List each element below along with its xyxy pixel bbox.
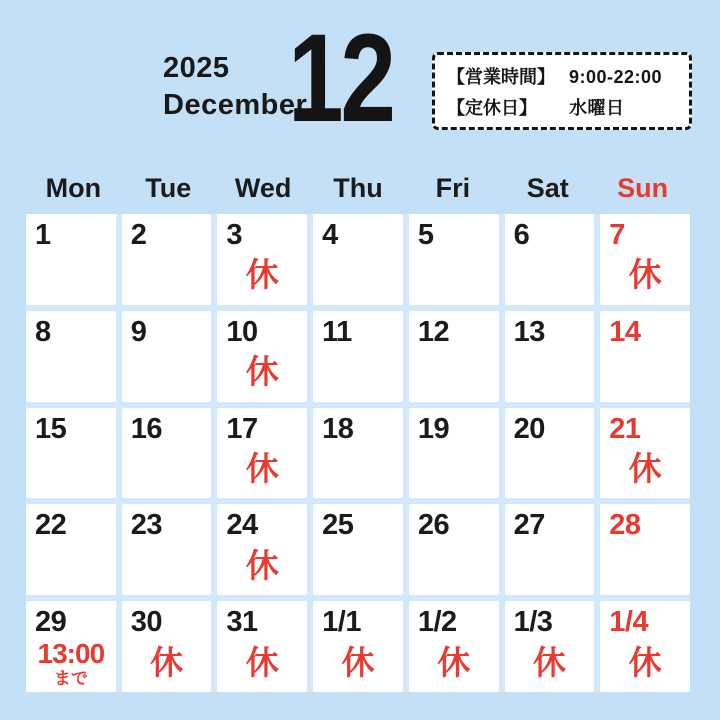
date-number: 20 — [513, 412, 545, 445]
calendar-cell-31 — [217, 601, 307, 692]
date-number: 3 — [226, 219, 243, 251]
calendar-cell-1 — [26, 214, 116, 305]
calendar-cell-11 — [313, 311, 403, 402]
short-hours-time: 13:00 — [37, 637, 105, 669]
calendar-cell-21 — [600, 408, 690, 499]
closed-mark: 休 — [437, 643, 471, 681]
month-number: 12 — [288, 9, 393, 148]
calendar-cell-2 — [122, 214, 212, 305]
calendar-cell-30 — [122, 601, 212, 692]
calendar-cell-23 — [122, 504, 212, 595]
calendar-grid — [26, 214, 690, 692]
calendar-cell-8 — [26, 311, 116, 402]
date-number: 8 — [35, 315, 51, 348]
date-number: 1/1 — [322, 606, 361, 639]
business-hours-value: 9:00-22:00 — [569, 66, 663, 87]
date-number: 22 — [35, 509, 67, 542]
date-number: 14 — [609, 315, 641, 348]
calendar-cell-15 — [26, 408, 116, 499]
date-number: 26 — [417, 509, 450, 542]
closed-mark: 休 — [245, 643, 279, 681]
weekday-mon: Mon — [45, 173, 102, 203]
closed-mark: 休 — [245, 256, 279, 294]
calendar-cell-10 — [217, 311, 307, 402]
calendar-cell-12 — [409, 311, 499, 402]
date-number: 16 — [130, 412, 162, 445]
calendar-cell-20 — [505, 408, 595, 499]
calendar-cell-24 — [217, 504, 307, 595]
calendar-cell-5 — [409, 214, 499, 305]
closed-mark: 休 — [245, 353, 279, 391]
weekday-thu: Thu — [333, 173, 383, 203]
calendar-cell-1-4 — [600, 601, 690, 692]
calendar-cell-1-3 — [505, 601, 595, 692]
closed-mark: 休 — [628, 256, 662, 294]
date-number: 28 — [609, 509, 641, 542]
calendar-cell-3 — [217, 214, 307, 305]
business-hours-label: 【営業時間】 — [447, 66, 555, 87]
calendar-cell-9 — [122, 311, 212, 402]
date-number: 30 — [130, 606, 162, 639]
closed-day-label: 【定休日】 — [447, 97, 537, 118]
closed-day-row — [447, 94, 681, 120]
date-number: 6 — [513, 219, 530, 251]
date-number: 12 — [417, 315, 450, 348]
date-number: 9 — [130, 315, 147, 348]
date-number: 27 — [513, 509, 545, 542]
date-number: 10 — [226, 315, 258, 348]
closed-mark: 休 — [341, 643, 375, 681]
calendar-cell-26 — [409, 504, 499, 595]
closed-mark: 休 — [150, 643, 184, 681]
title-block — [163, 50, 307, 124]
date-number: 13 — [513, 315, 545, 348]
calendar-cell-25 — [313, 504, 403, 595]
date-number: 24 — [226, 509, 258, 542]
calendar-cell-1-2 — [409, 601, 499, 692]
date-number: 23 — [130, 509, 162, 542]
calendar-cell-4 — [313, 214, 403, 305]
calendar-cell-29 — [26, 601, 116, 692]
date-number: 7 — [609, 219, 625, 251]
weekday-wed: Wed — [234, 173, 292, 203]
date-number: 29 — [35, 606, 67, 639]
calendar-cell-19 — [409, 408, 499, 499]
closed-day-value: 水曜日 — [569, 97, 625, 118]
date-number: 1 — [35, 219, 51, 251]
calendar-cell-14 — [600, 311, 690, 402]
business-hours-row — [447, 63, 681, 89]
date-number: 15 — [35, 412, 67, 445]
weekday-tue: Tue — [145, 173, 192, 203]
date-number: 1/4 — [609, 606, 649, 639]
short-hours-note — [37, 637, 105, 688]
date-number: 31 — [226, 606, 258, 639]
calendar-cell-28 — [600, 504, 690, 595]
title-year: 2025 — [163, 52, 230, 84]
date-number: 21 — [609, 412, 641, 445]
closed-mark: 休 — [628, 643, 662, 681]
closed-mark: 休 — [628, 449, 662, 487]
calendar-cell-22 — [26, 504, 116, 595]
date-number: 2 — [130, 219, 147, 251]
calendar-cell-27 — [505, 504, 595, 595]
calendar-cell-13 — [505, 311, 595, 402]
date-number: 4 — [322, 219, 338, 251]
calendar-cell-17 — [217, 408, 307, 499]
date-number: 5 — [417, 219, 434, 251]
calendar-cell-6 — [505, 214, 595, 305]
weekday-fri: Fri — [435, 173, 471, 203]
date-number: 1/2 — [417, 606, 457, 639]
calendar-cell-18 — [313, 408, 403, 499]
weekday-sun: Sun — [617, 173, 669, 203]
short-hours-suffix: まで — [53, 668, 88, 688]
date-number: 25 — [322, 509, 354, 542]
date-number: 19 — [417, 412, 450, 445]
weekday-row — [26, 172, 690, 204]
closed-mark: 休 — [245, 449, 279, 487]
title-month-name: December — [163, 89, 308, 122]
closed-mark: 休 — [532, 643, 566, 681]
date-number: 18 — [322, 412, 354, 445]
calendar-cell-16 — [122, 408, 212, 499]
calendar-cell-7 — [600, 214, 690, 305]
calendar-cell-1-1 — [313, 601, 403, 692]
weekday-sat: Sat — [526, 173, 569, 203]
date-number: 11 — [322, 315, 352, 348]
info-box — [432, 52, 692, 130]
date-number: 1/3 — [513, 606, 553, 639]
closed-mark: 休 — [245, 546, 279, 584]
date-number: 17 — [226, 412, 258, 445]
